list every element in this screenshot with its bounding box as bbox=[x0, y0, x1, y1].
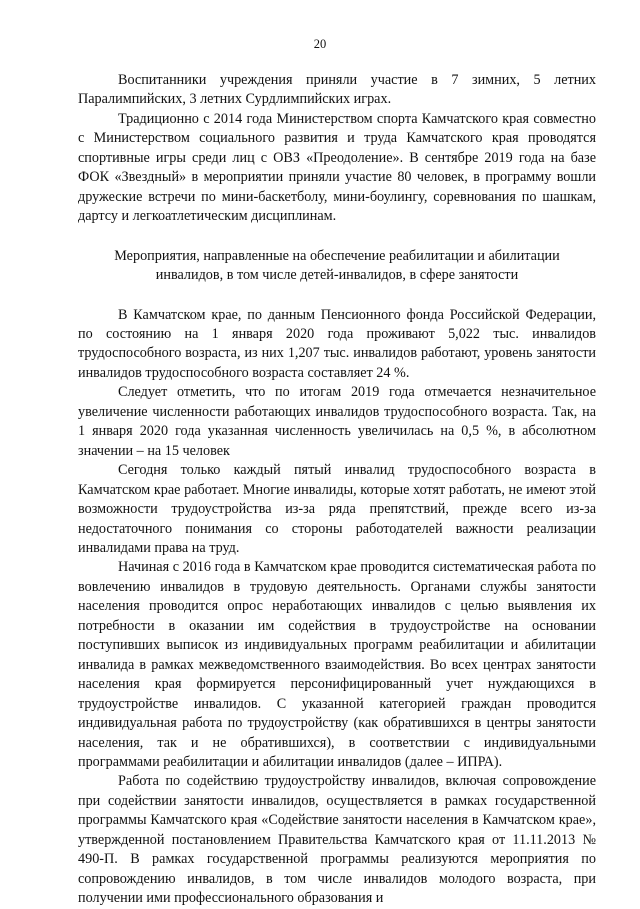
paragraph: Работа по содействию трудоустройству инвалидов, включая сопровождение при содействии занятости инвалидов, осуществляется в рамках государственной программы Камчатского края «Содействие занятости населения в Камчатском крае», утвержденной постановлением Правительства Камчатского края от 11.11.2013 № 490-П. В рамках государственной программы реализуются мероприятия по сопровождению инвалидов, в том числе инвалидов молодого возраста, при получении ими профессионального образования и bbox=[78, 773, 596, 907]
paragraph: Сегодня только каждый пятый инвалид трудоспособного возраста в Камчатском крае работает. Многие инвалиды, которые хотят работать, не имеют этой возможности трудоустройства из-за ряда препятствий, прежде всего из-за недостаточного понимания со стороны работодателей важности реализации инвалидами права на труд. bbox=[78, 462, 596, 556]
page-content bbox=[78, 71, 596, 909]
paragraph: Воспитанники учреждения приняли участие в 7 зимних, 5 летних Паралимпийских, 3 летних Сурдлимпийских играх. bbox=[78, 72, 596, 108]
paragraph: Традиционно с 2014 года Министерством спорта Камчатского края совместно с Министерством социального развития и труда Камчатского края проводятся спортивные игры среди лиц с ОВЗ «Преодоление». В сентябре 2019 года на базе ФОК «Звездный» в мероприятии приняли участие 80 человек, в программу вошли дружеские встречи по мини-баскетболу, мини-боулингу, соревнования по шашкам, дартсу и легкоатлетическим дисциплинам. bbox=[78, 110, 596, 225]
paragraph: Начиная с 2016 года в Камчатском крае проводится систематическая работа по вовлечению инвалидов в трудовую деятельность. Органами службы занятости населения проводится опрос неработающих инвалидов с целью выявления их потребности в оказании им содействия в трудоустройстве на основании поступивших выписок из индивидуальных программ реабилитации и абилитации инвалида в рамках межведомственного взаимодействия. Во всех центрах занятости населения края формируется персонифицированный учет нуждающихся в трудоустройстве инвалидов. С указанной категорией граждан проводится индивидуальная работа по трудоустройству (как обратившихся в центры занятости населения, так и не обратившихся), в соответствии с индивидуальными программами реабилитации и абилитации инвалидов (далее – ИПРА). bbox=[78, 559, 596, 770]
paragraph: В Камчатском крае, по данным Пенсионного фонда Российской Федерации, по состоянию на 1 января 2020 года проживают 5,022 тыс. инвалидов трудоспособного возраста, из них 1,207 тыс. инвалидов работают, уровень занятости инвалидов трудоспособного возраста составляет 24 %. bbox=[78, 306, 596, 381]
paragraph: Следует отметить, что по итогам 2019 года отмечается незначительное увеличение численности работающих инвалидов трудоспособного возраста. Так, на 1 января 2020 года указанная численность увеличилась на 0,5 %, в абсолютном значении – на 15 человек bbox=[78, 384, 596, 459]
page-number: 20 bbox=[313, 37, 327, 51]
section-heading: Мероприятия, направленные на обеспечение реабилитации и абилитации инвалидов, в том числе детей-инвалидов, в сфере занятости bbox=[114, 247, 560, 284]
